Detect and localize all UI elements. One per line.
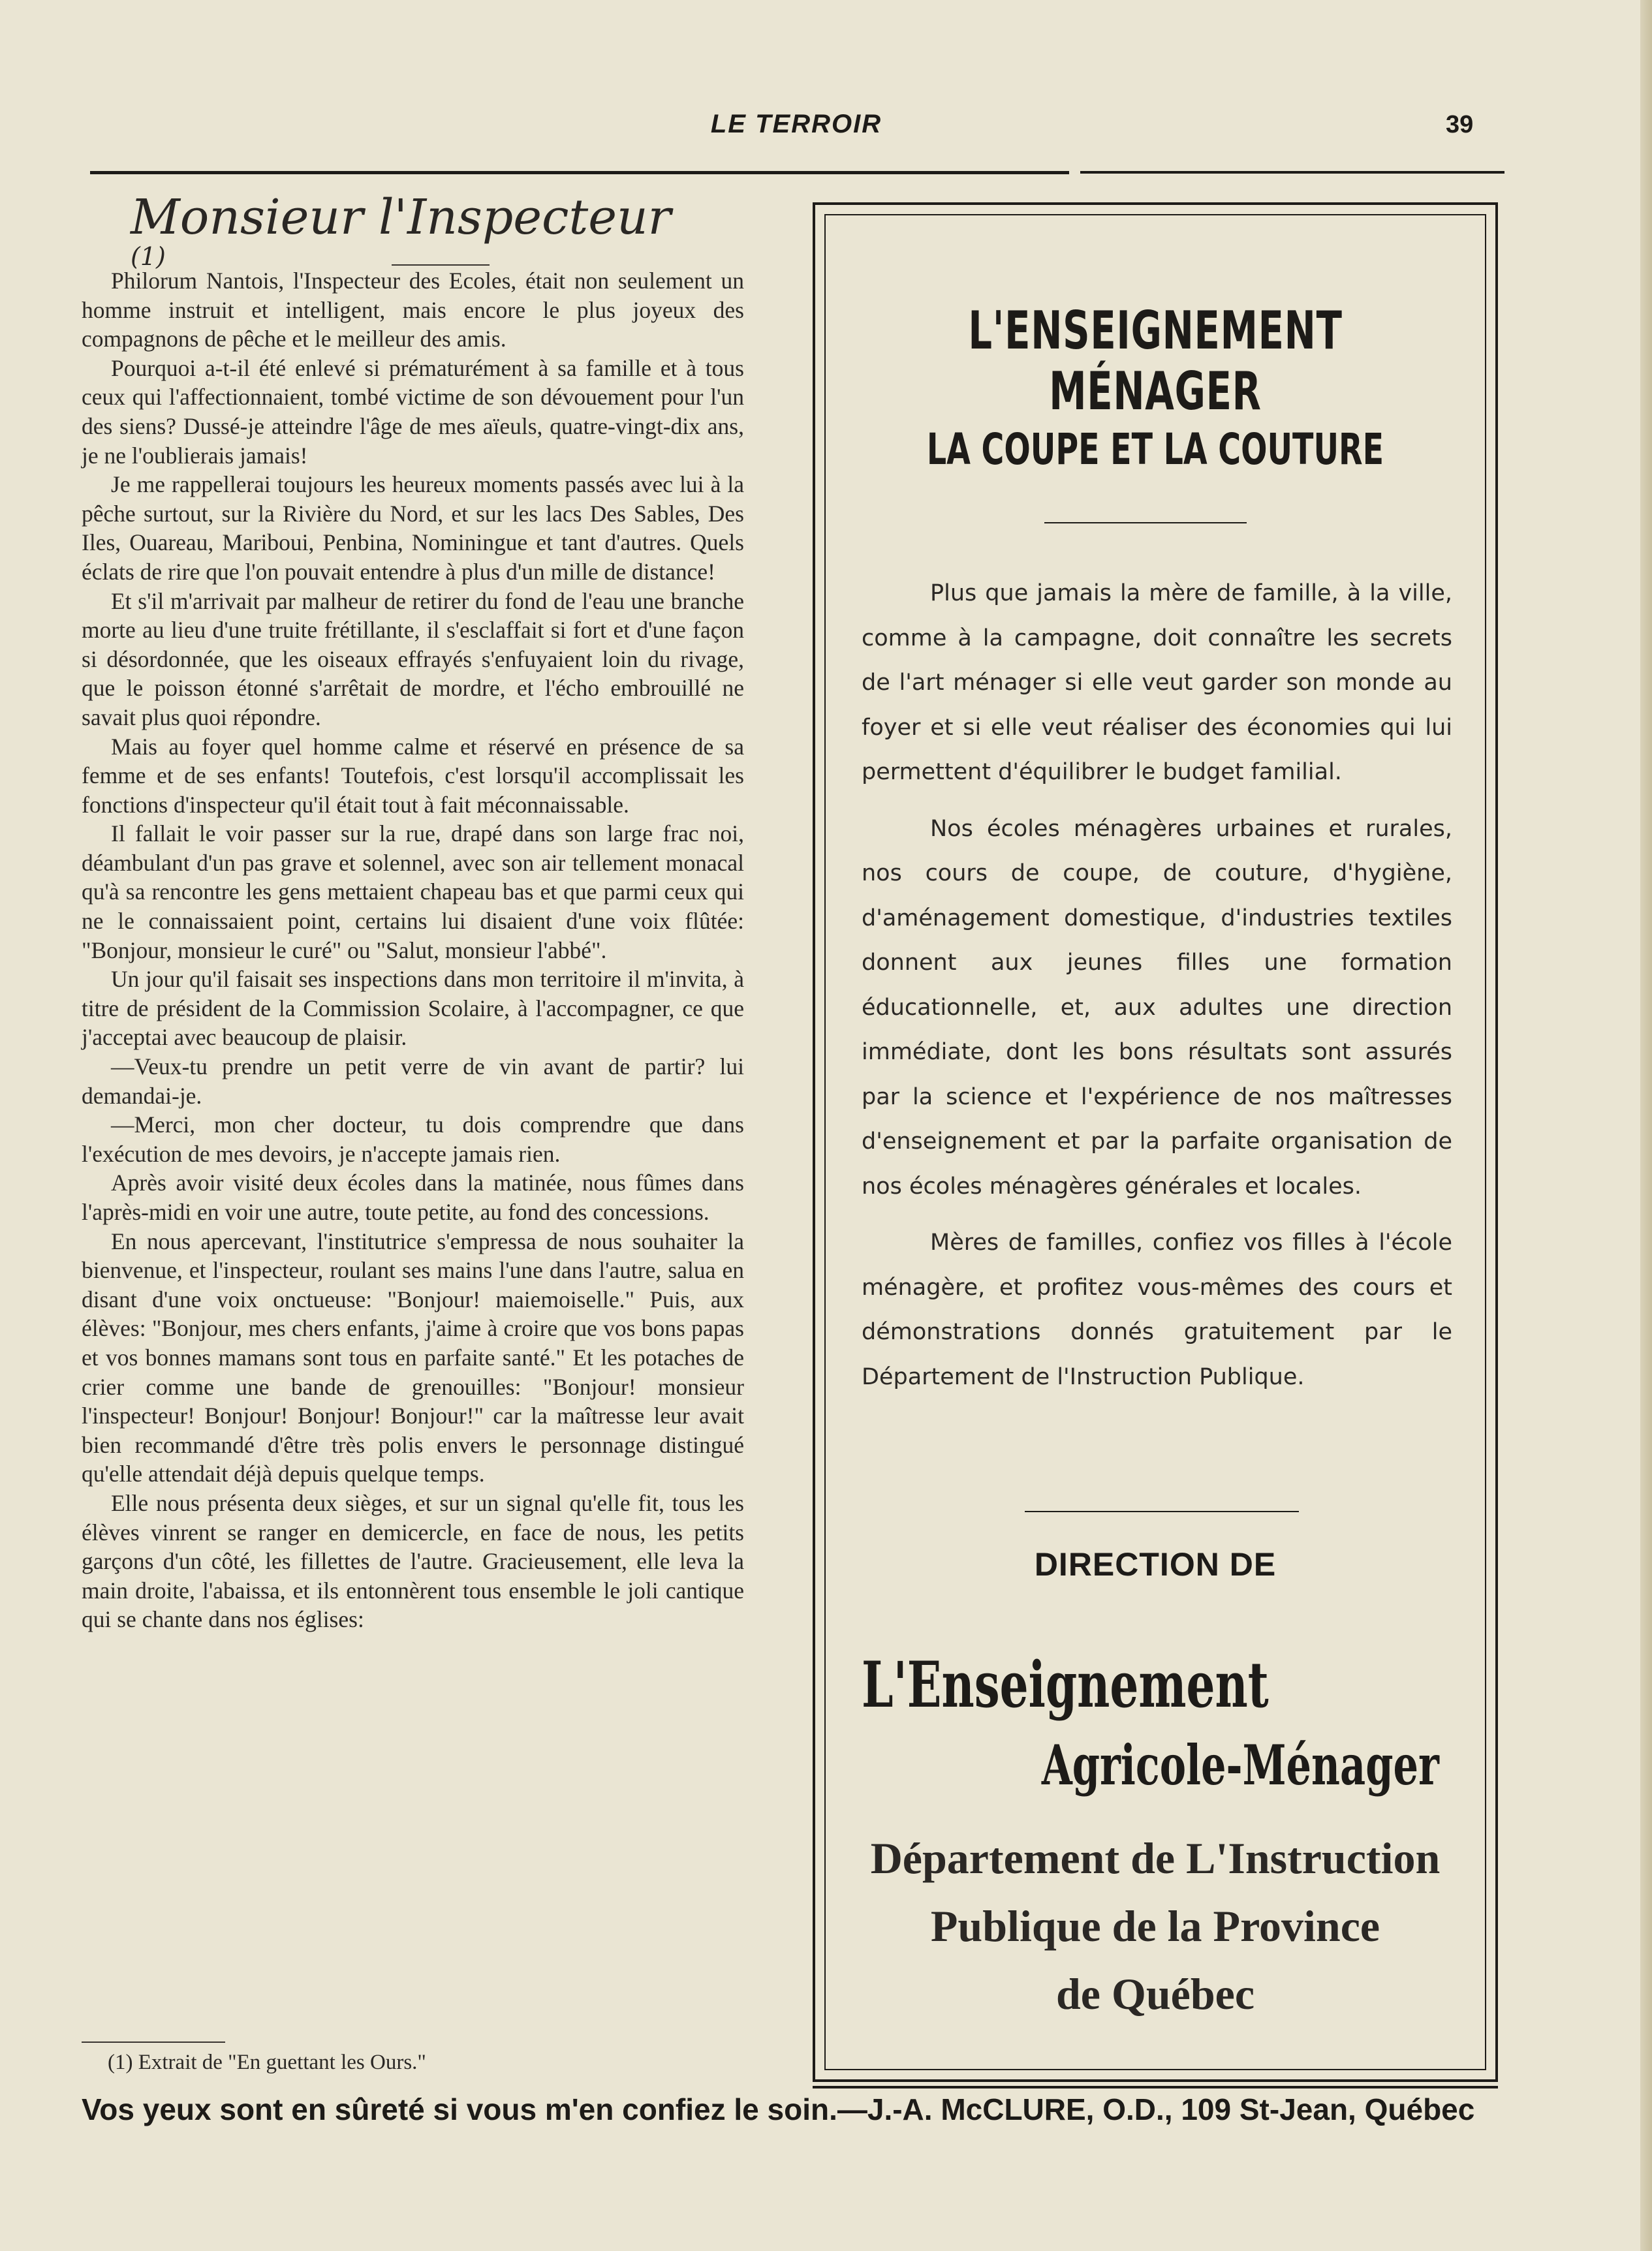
article-body — [82, 266, 744, 2028]
ad-subheading: LA COUPE ET LA COUTURE — [926, 424, 1384, 474]
article-paragraph: Philorum Nantois, l'Inspecteur des Ecoles, était non seulement un homme instruit et intelligent, mais encore le plus joyeux des compagnons de pêche et le meilleur des amis. — [82, 268, 744, 352]
ad-direction: DIRECTION DE — [1034, 1546, 1277, 1583]
page-edge — [1640, 0, 1652, 2251]
ad-dept-line2: Publique de la Province — [930, 1901, 1380, 1951]
article-paragraph: —Merci, mon cher docteur, tu dois comprendre que dans l'exécution de mes devoirs, je n'accepte jamais rien. — [82, 1111, 744, 1167]
page-number: 39 — [1446, 111, 1474, 138]
ad-org-line2: Agricole-Ménager — [1042, 1733, 1439, 1797]
article-paragraph: Et s'il m'arrivait par malheur de retirer du fond de l'eau une branche morte au lieu d'une truite frétillante, il s'esclaffait si fort et d'une façon si désordonnée, que les oiseaux effrayés s'enfuyaient loin du rivage, que le poisson étonné s'arrêtait de mordre, et l'écho embrouillé ne savait plus quoi répondre. — [82, 587, 744, 730]
article-paragraph: Mais au foyer quel homme calme et réservé en présence de sa femme et de ses enfants! Toutefois, c'est lorsqu'il accomplissait les fonctions d'inspecteur qu'il était tout à fait méconnaissable. — [82, 733, 744, 818]
ad-paragraph: Mères de familles, confiez vos filles à l'école ménagère, et profitez vous-mêmes des cours et démonstrations donnés gratuitement par le Département de l'Instruction Publique. — [862, 1230, 1452, 1390]
title-rule — [392, 264, 490, 266]
article-paragraph: Il fallait le voir passer sur la rue, drapé dans son large frac noi, déambulant d'un pas grave et solennel, avec son air tellement monacal qu'à sa rencontre les gens mettaient chapeau bas et que parmi ceux qui ne le connaissaient point, certains lui disaient d'une voix flûtée: "Bonjour, monsieur le curé" ou "Salut, monsieur l'abbé". — [82, 820, 744, 963]
header-rule-left — [90, 171, 1069, 174]
ad-paragraph: Nos écoles ménagères urbaines et rurales, nos cours de coupe, de couture, d'hygiène, d'aménagement domestique, d'industries textiles donnent aux jeunes filles une formation éducationnelle, et, aux adultes une direction immédiate, dont les bons résultats sont assurés par la science et l'expérience de nos maîtresses d'enseignement et par la parfaite organisation de nos écoles ménagères générales et locales. — [862, 815, 1452, 1200]
ad-rule — [1025, 1511, 1299, 1512]
ad-dept-line1: Département de L'Instruction — [870, 1833, 1441, 1883]
article-paragraph: Elle nous présenta deux sièges, et sur un signal qu'elle fit, tous les élèves vinrent se ranger en demicercle, en face de nous, les petits garçons d'un côté, les fillettes de l'autre. Gracieusement, elle leva la main droite, l'abaissa, et ils entonnèrent tous ensemble le joli cantique qui se chante dans nos églises: — [82, 1489, 744, 1633]
article-paragraph: Pourquoi a-t-il été enlevé si prématurément à sa famille et à tous ceux qui l'affectionnaient, tombé victime de son dévouement pour l'un des siens? Dussé-je atteindre l'âge de mes aïeuls, quatre-vingt-dix ans, je ne l'oublierais jamais! — [82, 354, 744, 469]
article-paragraph: —Veux-tu prendre un petit verre de vin avant de partir? lui demandai-je. — [82, 1053, 744, 1109]
ad-dept-line3: de Québec — [1055, 1969, 1255, 2019]
advertisement-inner-frame — [824, 214, 1486, 2070]
bottom-rule — [813, 2086, 1498, 2088]
footnote-rule — [82, 2041, 225, 2043]
footnote-marker: (1) — [131, 242, 166, 272]
advertisement-box — [813, 202, 1498, 2082]
article-paragraph: En nous apercevant, l'institutrice s'empressa de nous souhaiter la bienvenue, et l'inspecteur, roulant ses mains l'une dans l'autre, salua en disant d'une voix onctueuse: "Bonjour! maiemoiselle." Puis, aux élèves: "Bonjour, mes chers enfants, j'aime à croire que vos bons papas et vos bonnes mamans sont tous en parfaite santé." Et les potaches de crier comme une bande de grenouilles: "Bonjour! monsieur l'inspecteur! Bonjour! Bonjour! Bonjour!" car la maîtresse leur avait bien recommandé d'être très polis envers le personnage distingué qu'elle attendait déjà depuis quelque temps. — [82, 1228, 744, 1487]
header-rule-right — [1080, 171, 1504, 174]
article-paragraph: Un jour qu'il faisait ses inspections dans mon territoire il m'invita, à titre de président de la Commission Scolaire, à l'accompagner, ce que j'acceptai avec beaucoup de plaisir. — [82, 966, 744, 1051]
article-title-text: Monsieur l'Inspecteur — [131, 189, 672, 245]
article-paragraph: Après avoir visité deux écoles dans la matinée, nous fûmes dans l'après-midi en voir une autre, toute petite, au fond des concessions. — [82, 1170, 744, 1225]
footer-advert-line: Vos yeux sont en sûreté si vous m'en confiez le soin.—J.-A. McCLURE, O.D., 109 St-Jean, Québec — [82, 2092, 1475, 2126]
article-paragraph: Je me rappellerai toujours les heureux moments passés avec lui à la pêche surtout, sur la Rivière du Nord, et sur les lacs Des Sables, Des Iles, Ouareau, Mariboui, Penbina, Nominingue et tant d'autres. Quels éclats de rire que l'on pouvait entendre à plus d'un mille de distance! — [82, 471, 744, 585]
ad-body — [862, 571, 1452, 1411]
ad-paragraph: Plus que jamais la mère de famille, à la ville, comme à la campagne, doit connaître les secrets de l'art ménager si elle veut garder son monde au foyer et si elle veut réaliser des économies qui lui permettent d'équilibrer le budget familial. — [862, 580, 1452, 785]
running-title: LE TERROIR — [710, 110, 882, 138]
ad-org-line1: L'Enseignement — [862, 1648, 1269, 1722]
ad-rule — [1044, 522, 1247, 523]
ad-heading: L'ENSEIGNEMENT MÉNAGER — [968, 300, 1343, 422]
footnote: (1) Extrait de "En guettant les Ours." — [108, 2051, 426, 2074]
ad-department — [826, 1824, 1485, 2028]
